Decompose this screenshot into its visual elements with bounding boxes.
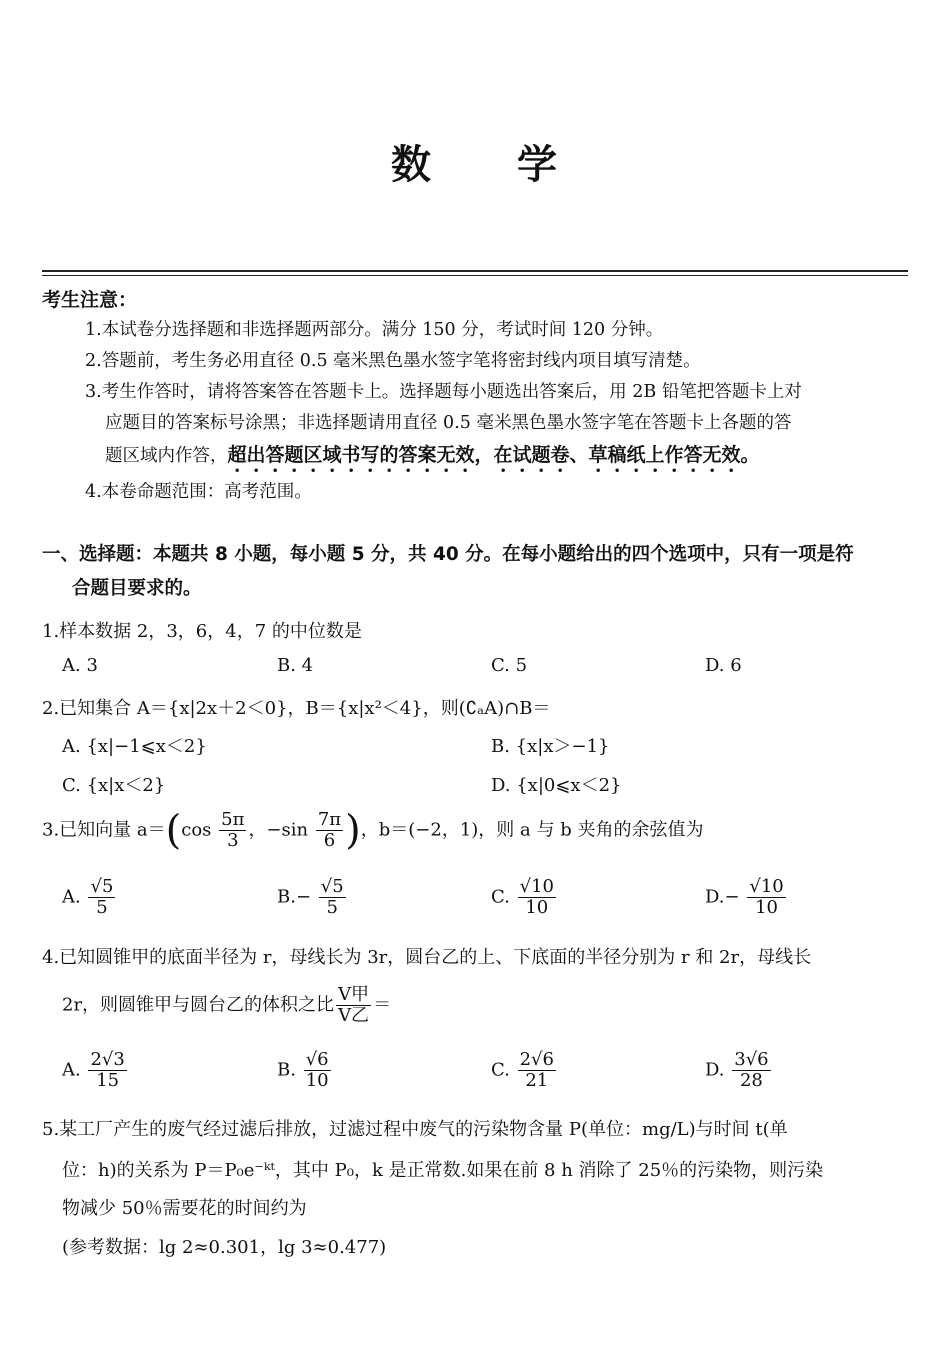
notice-item: 3.考生作答时，请将答案答在答题卡上。选择题每小题选出答案后，用 2B 铅笔把答题卡上对 xyxy=(85,382,802,402)
fraction-denominator: V乙 xyxy=(338,1004,370,1026)
reference-data: (参考数据：lg 2≈0.301，lg 3≈0.477) xyxy=(62,1237,387,1258)
option-b xyxy=(277,1050,333,1091)
option-c xyxy=(491,1050,558,1091)
notice-heading: 考生注意： xyxy=(42,289,138,311)
question-stem: 4.已知圆锥甲的底面半径为 r，母线长为 3r，圆台乙的上、下底面的半径分别为 r 和 2r，母线长 xyxy=(42,947,812,968)
fraction-numerator: √6 xyxy=(305,1049,329,1070)
divider xyxy=(42,275,908,276)
question-stem: 5.某工厂产生的废气经过滤后排放，过滤过程中废气的污染物含量 P(单位：mg/L)与时间 t(单 xyxy=(42,1119,788,1140)
option-label: D. xyxy=(705,1059,725,1081)
fraction-numerator: √10 xyxy=(749,876,784,897)
option-d xyxy=(705,1050,773,1091)
fraction-denominator: 21 xyxy=(525,1069,549,1091)
divider xyxy=(42,270,908,272)
fraction-numerator: √5 xyxy=(320,876,344,897)
fraction-denominator: 10 xyxy=(525,896,549,918)
stem-text: 3.已知向量 a＝ xyxy=(42,819,166,841)
right-paren: ) xyxy=(345,807,361,854)
option-label: C. xyxy=(491,886,510,908)
notice-item: 1.本试卷分选择题和非选择题两部分。满分 150 分，考试时间 120 分钟。 xyxy=(85,320,664,340)
option-label: B. xyxy=(277,886,296,908)
option-d: D. {x|0⩽x＜2} xyxy=(491,775,622,796)
fraction-denominator: 10 xyxy=(755,896,778,918)
fraction xyxy=(316,810,343,851)
fraction-denominator: 3 xyxy=(227,829,239,851)
option-label: A. xyxy=(62,1059,81,1081)
stem-text: 2r，则圆锥甲与圆台乙的体积之比 xyxy=(62,994,335,1016)
option-sign: − xyxy=(724,886,740,908)
fraction xyxy=(304,1050,331,1091)
stem-text: ，b＝(−2，1)，则 a 与 b 夹角的余弦值为 xyxy=(360,819,704,841)
fraction-numerator: √10 xyxy=(519,876,554,897)
question-stem: 1.样本数据 2，3，6，4，7 的中位数是 xyxy=(42,621,362,642)
question-stem: 物减少 50％需要花的时间约为 xyxy=(62,1198,307,1219)
fraction-denominator: 28 xyxy=(739,1069,763,1091)
section-heading: 合题目要求的。 xyxy=(72,578,202,599)
option-a xyxy=(62,877,117,918)
fraction-denominator: 5 xyxy=(96,896,108,918)
fraction-denominator: 15 xyxy=(96,1069,120,1091)
option-d: D. 6 xyxy=(705,655,742,676)
fraction-denominator: 10 xyxy=(305,1069,329,1091)
option-d xyxy=(705,877,788,918)
option-label: B. xyxy=(277,1059,296,1081)
fraction-denominator: 5 xyxy=(326,896,338,918)
fraction xyxy=(732,1050,770,1091)
sin-text: ，−sin xyxy=(248,819,309,841)
fraction xyxy=(88,877,115,918)
fraction xyxy=(518,1050,556,1091)
option-b: B. 4 xyxy=(277,655,314,676)
fraction xyxy=(518,877,556,918)
option-b xyxy=(277,877,348,918)
section-heading: 一、选择题：本题共 8 小题，每小题 5 分，共 40 分。在每小题给出的四个选项中，只有一项是符 xyxy=(42,544,854,565)
fraction xyxy=(319,877,346,918)
question-stem: 位：h)的关系为 P＝P₀e⁻ᵏᵗ，其中 P₀，k 是正常数.如果在前 8 h 消除了 25％的污染物，则污染 xyxy=(62,1160,824,1181)
option-label: D. xyxy=(705,886,725,908)
notice-item: 2.答题前，考生务必用直径 0.5 毫米黑色墨水签字笔将密封线内项目填写清楚。 xyxy=(85,351,701,371)
notice-text: 题区域内作答， xyxy=(105,446,228,466)
fraction-numerator: √5 xyxy=(90,876,114,897)
option-c: C. 5 xyxy=(491,655,528,676)
notice-item: 应题目的答案标号涂黑；非选择题请用直径 0.5 毫米黑色墨水签字笔在答题卡上各题的答 xyxy=(105,413,792,433)
notice-item: 4.本卷命题范围：高考范围。 xyxy=(85,482,312,502)
fraction-numerator: 7π xyxy=(317,809,342,830)
option-c xyxy=(491,877,558,918)
option-b: B. {x|x＞−1} xyxy=(491,736,610,757)
fraction-numerator: V甲 xyxy=(338,984,370,1005)
option-a: A. 3 xyxy=(62,655,98,676)
left-paren: ( xyxy=(165,807,182,854)
option-a: A. {x|−1⩽x＜2} xyxy=(62,736,207,757)
notice-item xyxy=(105,440,760,477)
option-label: C. xyxy=(491,1059,510,1081)
question-stem xyxy=(42,807,704,854)
fraction-numerator: 2√3 xyxy=(90,1049,125,1070)
fraction-denominator: 6 xyxy=(323,829,336,851)
option-a xyxy=(62,1050,129,1091)
question-stem: 2.已知集合 A＝{x|2x＋2＜0}，B＝{x|x²＜4}，则(∁ₐA)∩B＝ xyxy=(42,698,551,719)
fraction-numerator: 5π xyxy=(221,809,245,830)
equals-sign: ＝ xyxy=(373,994,392,1016)
fraction-numerator: 2√6 xyxy=(519,1049,554,1070)
fraction xyxy=(219,810,246,851)
fraction xyxy=(336,985,371,1026)
option-sign: − xyxy=(295,886,312,908)
option-c: C. {x|x＜2} xyxy=(62,775,166,796)
fraction-numerator: 3√6 xyxy=(734,1049,769,1070)
cos-text: cos xyxy=(181,819,212,841)
notice-emphasis: 超出答题区域书写的答案无效，在试题卷、草稿纸上作答无效。 xyxy=(227,444,760,466)
question-stem xyxy=(62,985,391,1026)
fraction xyxy=(747,877,785,918)
option-label: A. xyxy=(62,886,81,908)
page-title: 数 学 xyxy=(391,142,559,188)
fraction xyxy=(88,1050,126,1091)
